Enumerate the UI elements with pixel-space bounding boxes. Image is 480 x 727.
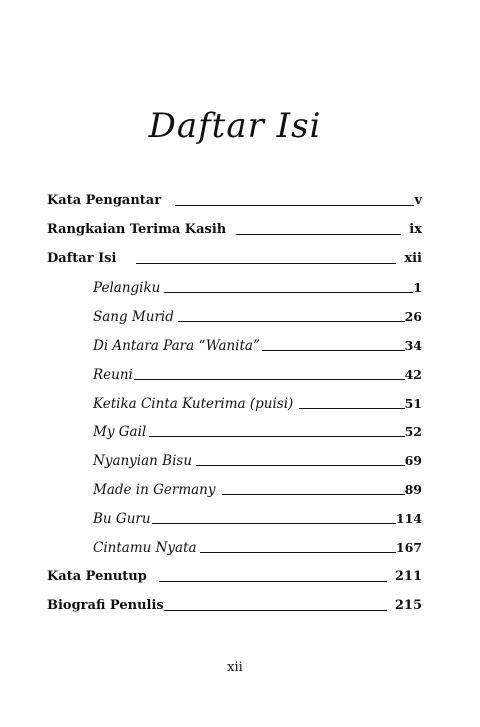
- toc-entry-label: Ketika Cinta Kuterima (puisi): [93, 396, 294, 412]
- toc-entry-page: 34: [404, 338, 422, 353]
- toc-entry-page: 114: [395, 511, 422, 526]
- dotted-leader: [164, 291, 413, 293]
- dotted-leader: [299, 407, 404, 409]
- toc-entry-page: 69: [404, 453, 422, 468]
- dotted-leader: [149, 435, 404, 437]
- dotted-leader: [222, 493, 405, 495]
- toc-subentry[interactable]: [93, 480, 422, 498]
- toc-subentry[interactable]: [93, 451, 422, 469]
- toc-entry-label: Reuni: [93, 367, 133, 383]
- page-number: xii: [227, 660, 243, 675]
- toc-entry[interactable]: [47, 220, 422, 238]
- toc-entry-label: Sang Murid: [93, 309, 174, 325]
- toc-entry-label: Nyanyian Bisu: [93, 453, 193, 469]
- page-title: Daftar Isi: [148, 106, 322, 146]
- toc-entry-label: Kata Pengantar: [47, 193, 162, 208]
- toc-entry[interactable]: [47, 596, 422, 614]
- toc-entry-label: Pelangiku: [93, 280, 161, 296]
- toc-entry-page: ix: [409, 222, 422, 237]
- toc-entry-page: 89: [404, 482, 422, 497]
- toc-subentry[interactable]: [93, 509, 422, 527]
- toc-entry-label: Biografi Penulis: [47, 598, 164, 613]
- dotted-leader: [159, 580, 387, 582]
- dotted-leader: [196, 464, 405, 466]
- toc-entry-page: 42: [404, 367, 422, 382]
- dotted-leader: [236, 233, 401, 235]
- toc-entry-page: 215: [394, 598, 422, 613]
- toc-entry-label: Kata Penutup: [47, 569, 147, 584]
- toc-entry-label: Di Antara Para “Wanita”: [93, 338, 260, 354]
- toc-entry-label: Daftar Isi: [47, 251, 117, 266]
- toc-entry-page: 1: [413, 280, 422, 295]
- toc-subentry[interactable]: [93, 278, 422, 296]
- toc-entry[interactable]: [47, 249, 422, 267]
- toc-subentry[interactable]: [93, 365, 422, 383]
- toc-subentry[interactable]: [93, 336, 422, 354]
- dotted-leader: [262, 349, 405, 351]
- toc-entry-page: 26: [404, 309, 422, 324]
- dotted-leader: [175, 204, 414, 206]
- dotted-leader: [164, 609, 387, 611]
- toc-entry-page: 167: [395, 540, 422, 555]
- dotted-leader: [178, 320, 405, 322]
- toc-subentry[interactable]: [93, 394, 422, 412]
- toc-entry-label: Cintamu Nyata: [93, 540, 197, 556]
- toc-subentry[interactable]: [93, 538, 422, 556]
- toc-subentry[interactable]: [93, 307, 422, 325]
- toc-entry-label: My Gail: [93, 424, 147, 440]
- toc-entry-page: 211: [394, 569, 422, 584]
- dotted-leader: [136, 262, 396, 264]
- toc-entry-page: xii: [404, 251, 422, 266]
- dotted-leader: [134, 378, 405, 380]
- toc-entry-label: Bu Guru: [93, 511, 151, 527]
- toc-entry[interactable]: [47, 567, 422, 585]
- toc-entry-page: 51: [404, 396, 422, 411]
- dotted-leader: [152, 522, 396, 524]
- toc-entry-page: 52: [404, 424, 422, 439]
- toc-entry-page: v: [414, 193, 422, 208]
- dotted-leader: [200, 551, 396, 553]
- toc-entry-label: Made in Germany: [93, 482, 216, 498]
- toc-entry-label: Rangkaian Terima Kasih: [47, 222, 227, 237]
- toc-entry[interactable]: [47, 191, 422, 209]
- toc-subentry[interactable]: [93, 422, 422, 440]
